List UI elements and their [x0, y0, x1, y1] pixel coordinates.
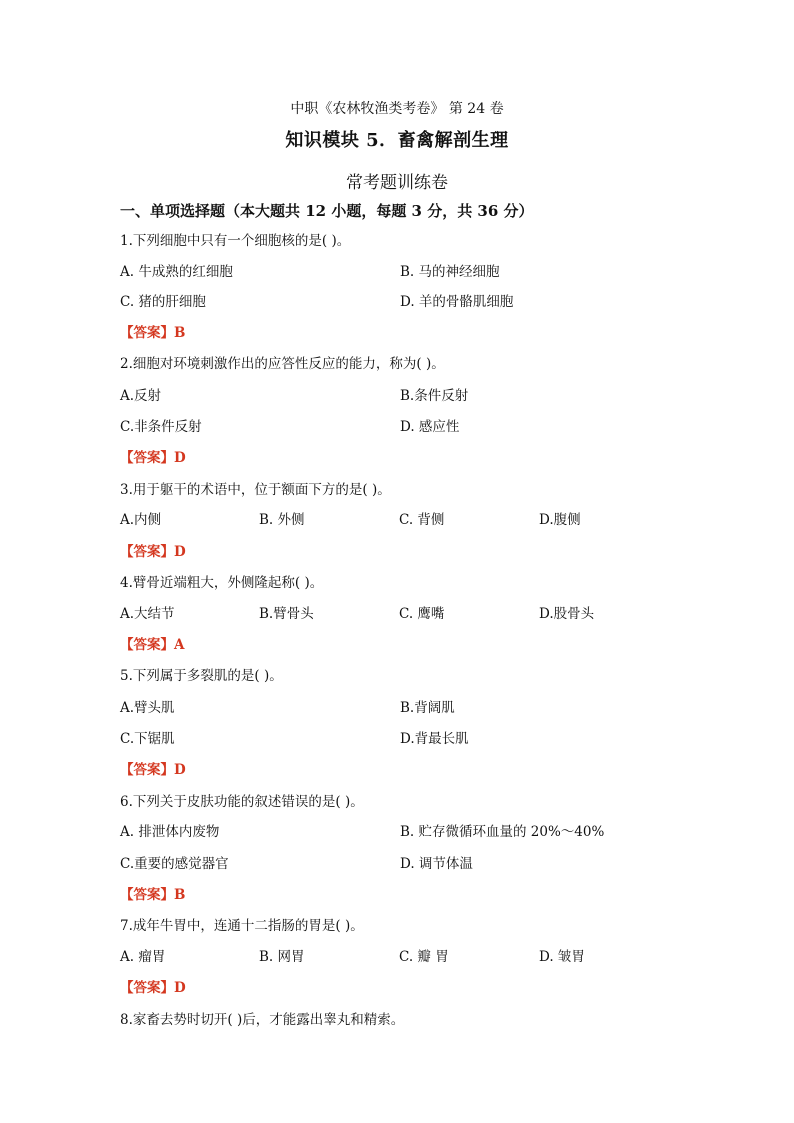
exam-series-title: 中职《农林牧渔类考卷》 第 24 卷 [290, 101, 504, 117]
paper-subtitle: 常考题训练卷 [346, 173, 448, 193]
question-stem: 4.臂骨近端粗大，外侧隆起称( )。 [120, 575, 324, 591]
question-stem: 7.成年牛胃中，连通十二指肠的胃是( )。 [120, 918, 364, 934]
answer: 【答案】D [120, 450, 186, 466]
answer: 【答案】B [120, 325, 186, 341]
option-a: A. 瘤胃 [120, 949, 166, 965]
option-c: C.下锯肌 [120, 731, 175, 747]
option-c: C.重要的感觉器官 [120, 856, 229, 872]
answer: 【答案】A [120, 637, 185, 653]
option-d: D. 羊的骨骼肌细胞 [400, 294, 514, 310]
module-title: 知识模块 5．畜禽解剖生理 [285, 130, 509, 151]
answer: 【答案】D [120, 762, 186, 778]
option-c: C. 鹰嘴 [399, 606, 445, 622]
option-d: D.腹侧 [539, 512, 581, 528]
option-a: A.臂头肌 [120, 700, 175, 716]
section-heading: 一、单项选择题（本大题共 12 小题，每题 3 分，共 36 分） [120, 202, 534, 220]
option-a: A. 牛成熟的红细胞 [120, 264, 233, 280]
option-b: B. 外侧 [259, 512, 305, 528]
question-stem: 2.细胞对环境刺激作出的应答性反应的能力，称为( )。 [120, 356, 445, 372]
option-d: D. 皱胃 [539, 949, 585, 965]
option-b: B.条件反射 [400, 388, 469, 404]
option-c: C. 瓣 胃 [399, 949, 449, 965]
option-c: C. 猪的肝细胞 [120, 294, 206, 310]
answer: 【答案】D [120, 544, 186, 560]
option-c: C.非条件反射 [120, 419, 202, 435]
option-a: A.内侧 [120, 512, 162, 528]
option-d: D.背最长肌 [400, 731, 469, 747]
option-b: B. 网胃 [259, 949, 305, 965]
question-stem: 1.下列细胞中只有一个细胞核的是( )。 [120, 233, 351, 249]
question-stem: 8.家畜去势时切开( )后，才能露出睾丸和精索。 [120, 1012, 405, 1028]
option-a: A.大结节 [120, 606, 175, 622]
option-c: C. 背侧 [399, 512, 445, 528]
option-b: B.臂骨头 [259, 606, 314, 622]
option-d: D.股骨头 [539, 606, 595, 622]
question-stem: 6.下列关于皮肤功能的叙述错误的是( )。 [120, 794, 364, 810]
option-a: A. 排泄体内废物 [120, 824, 220, 840]
option-d: D. 调节体温 [400, 856, 473, 872]
option-b: B. 马的神经细胞 [400, 264, 500, 280]
answer: 【答案】B [120, 887, 186, 903]
question-stem: 3.用于躯干的术语中，位于额面下方的是( )。 [120, 482, 391, 498]
answer: 【答案】D [120, 980, 186, 996]
question-stem: 5.下列属于多裂肌的是( )。 [120, 668, 283, 684]
option-a: A.反射 [120, 388, 162, 404]
option-b: B. 贮存微循环血量的 20%～40% [400, 824, 605, 840]
option-d: D. 感应性 [400, 419, 460, 435]
option-b: B.背阔肌 [400, 700, 455, 716]
